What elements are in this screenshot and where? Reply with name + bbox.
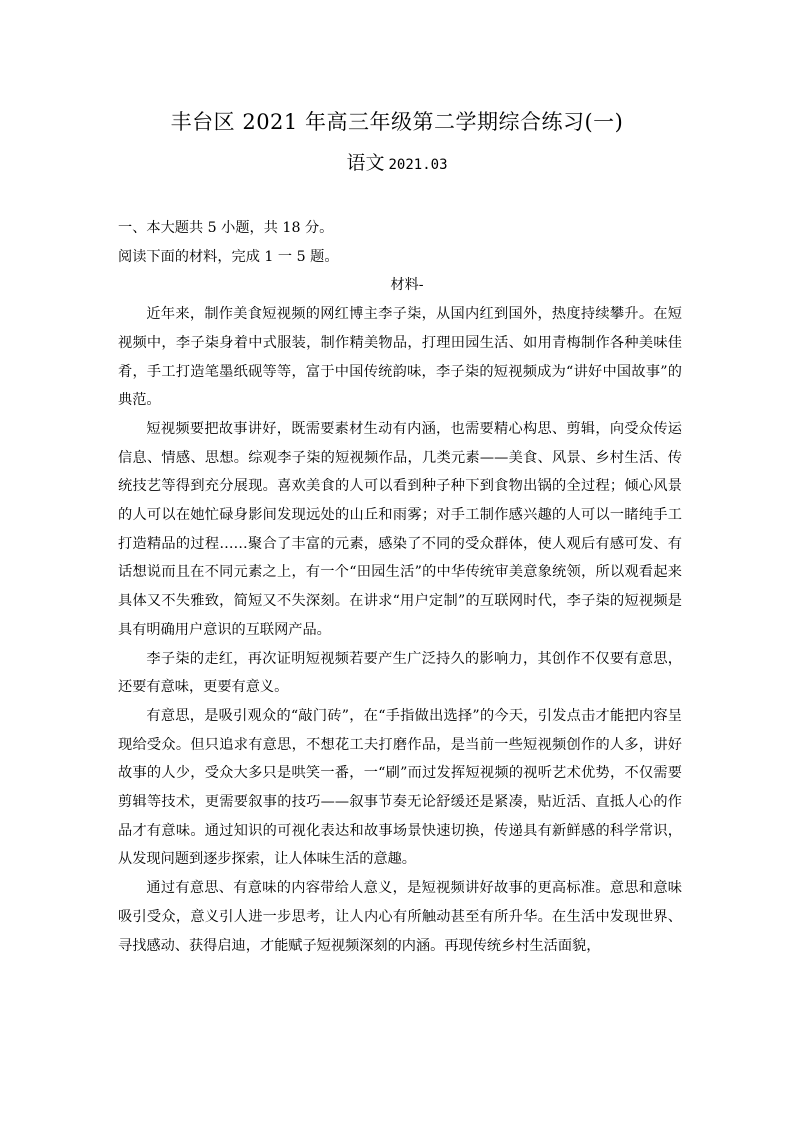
paragraph: 李子柒的走红，再次证明短视频若要产生广泛持久的影响力，其创作不仅要有意思，还要有意味，更要有意义。: [118, 650, 682, 696]
document-title: 丰台区 2021 年高三年级第二学期综合练习(一): [170, 110, 624, 134]
material-title: 材料-: [390, 277, 424, 294]
paragraph: 短视频要把故事讲好，既需要素材生动有内涵，也需要精心构思、剪辑，向受众传运信息、情感、思想。综观李子柒的短视频作品，几类元素——美食、风景、乡村生活、传统技艺等得到充分展现。喜欢美食的人可以看到种子种下到食物出锅的全过程；倾心风景的人可以在她忙碌身影间发现远处的山丘和雨雾；对手工制作感兴趣的人可以一睹纯手工打造精品的过程……聚合了丰富的元素，感染了不同的受众群体，使人观后有感可发、有话想说而且在不同元素之上，有一个“田园生活”的中华传统审美意象统领，所以观看起来具体又不失雅致，简短又不失深刻。在讲求“用户定制”的互联网时代，李子柒的短视频是具有明确用户意识的互联网产品。: [118, 420, 682, 638]
document-body: [118, 214, 682, 960]
paragraph: 有意思，是吸引观众的“敲门砖”，在“手指做出选择”的今天，引发点击才能把内容呈现给受众。但只追求有意思，不想花工夫打磨作品，是当前一些短视频创作的人多，讲好故事的人少，受众大多只是哄笑一番，一“刷”而过发挥短视频的视听艺术优势，不仅需要剪辑等技术，更需要叙事的技巧——叙事节奏无论舒缓还是紧凑，贴近活、直抵人心的作品才有意味。通过知识的可视化表达和故事场景快速切换，传递具有新鲜感的科学常识，从发现问题到逐步探索，让人体味生活的意趣。: [118, 707, 682, 868]
section-instruction: 阅读下面的材料，完成 1 一 5 题。: [118, 248, 339, 265]
paragraph: 近年来，制作美食短视频的网红博主李子柒，从国内红到国外，热度持续攀升。在短视频中，李子柒身着中式服装，制作精美物品，打理田园生活、如用青梅制作各种美味佳肴，手工打造笔墨纸砚等等，富于中国传统韵味，李子柒的短视频成为“讲好中国故事”的典范。: [118, 306, 682, 409]
paragraph: 通过有意思、有意味的内容带给人意义，是短视频讲好故事的更高标准。意思和意味吸引受众，意义引人进一步思考，让人内心有所触动甚至有所升华。在生活中发现世界、寻找感动、获得启迪，才能赋子短视频深刻的内涵。再现传统乡村生活面貌，: [118, 880, 682, 954]
document-subtitle: [0, 148, 794, 175]
section-heading: 一、本大题共 5 小题，共 18 分。: [118, 220, 334, 236]
exam-date: 2021.03: [388, 157, 448, 173]
subject-label: 语文: [346, 152, 385, 174]
